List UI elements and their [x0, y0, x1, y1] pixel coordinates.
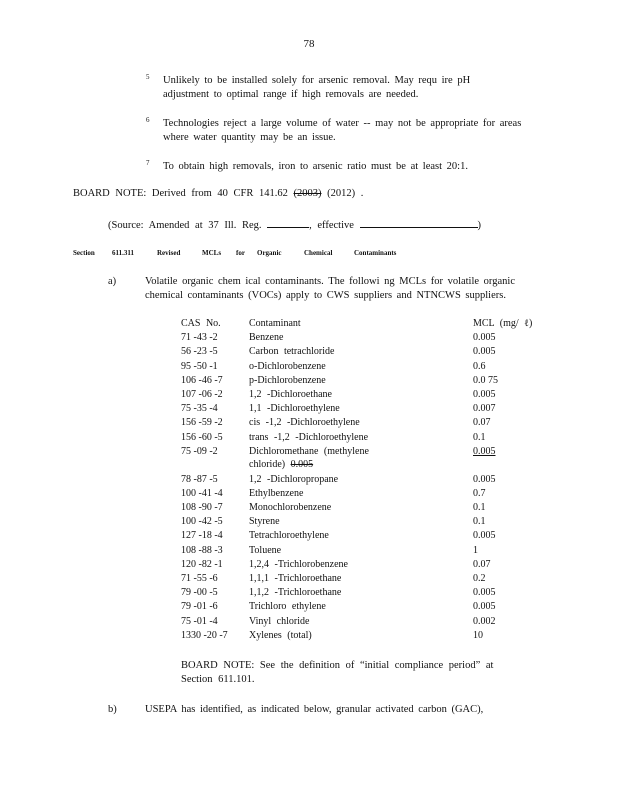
mcl-value: 0.1 [473, 516, 486, 528]
mcl-value: 0.005 [473, 445, 496, 457]
source-prefix: (Source: Amended at 37 Ill. Reg. [108, 220, 262, 231]
cas-number: 156 -60 -5 [181, 431, 223, 443]
cas-number: 71 -43 -2 [181, 332, 218, 344]
table-row [181, 416, 533, 430]
contaminant-name: Toluene [249, 544, 282, 556]
header-contaminant: Contaminant [249, 318, 301, 329]
cas-number: 56 -23 -5 [181, 346, 218, 358]
source-mid: , effective [309, 220, 354, 231]
cas-number: 108 -90 -7 [181, 502, 223, 514]
cas-number: 100 -42 -5 [181, 516, 223, 528]
footnote-text-line: adjustment to optimal range if high removals are needed. [163, 89, 419, 100]
board-note-prefix: BOARD NOTE: Derived from 40 CFR 141.62 [73, 188, 294, 199]
contaminant-name: 1,1 -Dichloroethylene [249, 403, 340, 415]
table-header-row [181, 317, 533, 331]
paragraph-line: Volatile organic chem ical contaminants. The followi ng MCLs for volatile organic [145, 276, 515, 287]
contaminant-name: trans -1,2 -Dichloroethylene [249, 431, 369, 443]
contaminant-name: 1,2 -Dichloropropane [249, 473, 339, 485]
mcl-value: 0.002 [473, 615, 496, 627]
contaminant-name: Xylenes (total) [249, 629, 312, 641]
table-row [181, 360, 533, 374]
table-row [181, 431, 533, 445]
table-row [181, 402, 533, 416]
paragraph-label: b) [108, 704, 117, 715]
cas-number: 156 -59 -2 [181, 417, 223, 429]
footnote-number: 5 [146, 73, 150, 81]
table-row [181, 529, 533, 543]
mcl-value: 0.007 [473, 403, 496, 415]
paragraph-line: USEPA has identified, as indicated below, granular activated carbon (GAC), [145, 704, 484, 715]
cas-number: 108 -88 -3 [181, 544, 223, 556]
mcl-value: 0.7 [473, 487, 486, 499]
header-mcl: MCL (mg/ ℓ) [473, 318, 533, 329]
table-row [181, 615, 533, 629]
mcl-value: 0.005 [473, 473, 496, 485]
cas-number: 107 -06 -2 [181, 388, 223, 400]
blank-line [267, 217, 309, 228]
board-note [73, 187, 363, 200]
footnote-text-line: where water quantity may be an issue. [163, 132, 336, 143]
page-number: 78 [303, 38, 315, 50]
contaminant-name: p-Dichlorobenzene [249, 374, 326, 386]
contaminant-name: o-Dichlorobenzene [249, 360, 326, 372]
contaminant-name: 1,1,1 -Trichloroethane [249, 573, 342, 584]
mcl-value: 0.005 [473, 601, 496, 613]
table-row [181, 629, 533, 643]
blank-line [360, 217, 478, 228]
cas-number: 127 -18 -4 [181, 530, 223, 542]
mcl-value: 0.005 [473, 346, 496, 358]
table-row [181, 487, 533, 501]
footnote-text-line: Unlikely to be installed solely for arsenic removal. May requ ire pH [163, 75, 471, 86]
paragraph-line: chemical contaminants (VOCs) apply to CWS suppliers and NTNCWS suppliers. [145, 290, 506, 301]
source-line [108, 217, 481, 232]
contaminant-name: Trichloro ethylene [249, 601, 326, 613]
section-word: Organic [257, 249, 282, 257]
table-row [181, 331, 533, 345]
cas-number: 79 -00 -5 [181, 587, 218, 599]
cas-number: 120 -82 -1 [181, 558, 223, 570]
table-row [181, 515, 533, 529]
mcl-value: 10 [473, 629, 483, 641]
mcl-value: 0.005 [473, 388, 496, 400]
section-number: 611.311 [112, 249, 134, 257]
cas-number: 75 -01 -4 [181, 615, 218, 627]
struck-text: (2003) [293, 188, 322, 199]
board-note-suffix: (2012) . [321, 188, 364, 199]
table-row [181, 501, 533, 515]
table-row [181, 600, 533, 614]
mcl-value: 0.07 [473, 417, 491, 429]
mcl-value: 0.1 [473, 431, 486, 443]
paragraph-label: a) [108, 276, 117, 287]
section-heading [0, 247, 618, 259]
contaminant-name-line [249, 458, 473, 471]
cas-number: 95 -50 -1 [181, 360, 218, 372]
footnote-text-line: Technologies reject a large volume of water -- may not be appropriate for areas [163, 118, 522, 129]
mcl-value: 0.6 [473, 360, 486, 372]
cas-number: 1330 -20 -7 [181, 629, 228, 641]
contaminant-name [249, 445, 473, 473]
table-row [181, 345, 533, 359]
contaminant-name: Vinyl chloride [249, 615, 310, 627]
table-row [181, 544, 533, 558]
mcl-value: 0.1 [473, 502, 486, 514]
mcl-value: 0.005 [473, 530, 496, 542]
cas-number: 75 -09 -2 [181, 445, 218, 457]
cas-number: 79 -01 -6 [181, 601, 218, 613]
contaminant-name: 1,1,2 -Trichloroethane [249, 587, 342, 599]
contaminant-name: Styrene [249, 516, 280, 528]
contaminant-name: Tetrachloroethylene [249, 530, 329, 542]
table-row [181, 473, 533, 487]
mcl-value: 0.0 75 [473, 374, 498, 386]
source-end: ) [477, 220, 482, 231]
cas-number: 100 -41 -4 [181, 487, 223, 499]
mcl-value: 0.005 [473, 587, 496, 599]
table-row [181, 586, 533, 600]
cas-number: 78 -87 -5 [181, 473, 218, 485]
contaminant-name: Ethylbenzene [249, 487, 304, 499]
contaminant-name: 1,2 -Dichloroethane [249, 388, 332, 400]
table-row [181, 388, 533, 402]
footnote-number: 6 [146, 116, 150, 124]
section-word: Revised [157, 249, 181, 257]
table-row [181, 374, 533, 388]
section-label: Section [73, 249, 95, 257]
section-word: for [236, 249, 245, 257]
mcl-value: 0.005 [473, 332, 496, 344]
section-word: MCLs [202, 249, 222, 257]
board-note-line: Section 611.101. [181, 674, 255, 685]
cas-number: 71 -55 -6 [181, 573, 218, 584]
contaminant-name: Monochlorobenzene [249, 502, 332, 514]
header-cas: CAS No. [181, 318, 221, 329]
contaminant-name-part: chloride) [249, 458, 291, 470]
section-word: Contaminants [354, 249, 397, 257]
footnote-number: 7 [146, 159, 150, 167]
section-word: Chemical [304, 249, 333, 257]
contaminant-name: 1,2,4 -Trichlorobenzene [249, 558, 348, 570]
mcl-value: 1 [473, 544, 478, 556]
footnote-text-line: To obtain high removals, iron to arsenic ratio must be at least 20:1. [163, 161, 468, 172]
mcl-table [181, 317, 533, 643]
contaminant-name-line: Dichloromethane (methylene [249, 445, 369, 457]
cas-number: 106 -46 -7 [181, 374, 223, 386]
table-row [181, 445, 533, 473]
cas-number: 75 -35 -4 [181, 403, 218, 415]
struck-text: 0.005 [290, 458, 314, 470]
table-row [181, 558, 533, 572]
table-row [181, 572, 533, 586]
mcl-value: 0.07 [473, 558, 491, 570]
contaminant-name: Carbon tetrachloride [249, 346, 335, 358]
contaminant-name: Benzene [249, 332, 284, 344]
contaminant-name: cis -1,2 -Dichloroethylene [249, 417, 360, 429]
board-note-line: BOARD NOTE: See the definition of “initial compliance period” at [181, 660, 494, 671]
mcl-value: 0.2 [473, 573, 486, 584]
